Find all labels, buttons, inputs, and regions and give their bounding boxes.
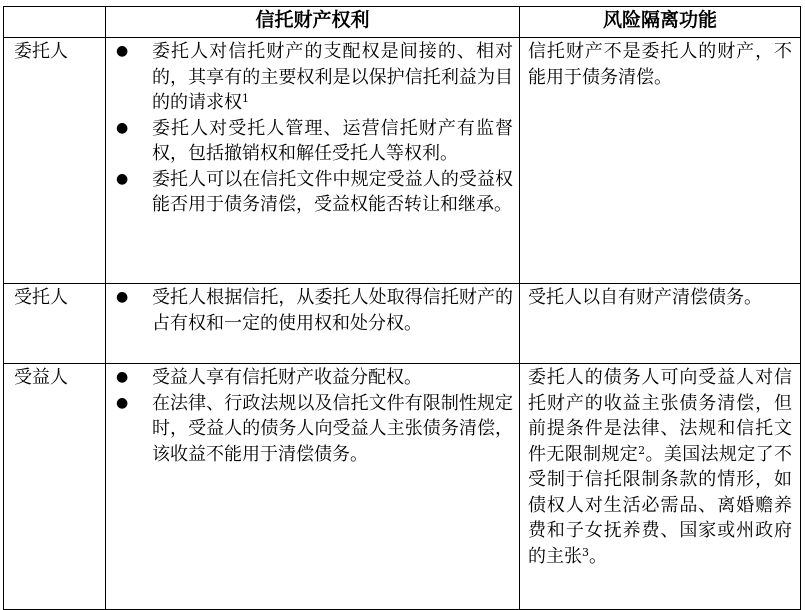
table-row bbox=[4, 364, 801, 610]
list-item bbox=[114, 365, 513, 391]
header-role bbox=[4, 7, 106, 38]
bullet-icon: ● bbox=[116, 289, 129, 305]
table-row bbox=[4, 38, 801, 284]
isolation-cell bbox=[520, 284, 801, 364]
bullet-icon: ● bbox=[116, 170, 129, 187]
list-item bbox=[114, 116, 513, 167]
trust-property-table bbox=[3, 6, 800, 610]
rights-cell bbox=[106, 284, 520, 364]
list-item-text: 受托人根据信托，从委托人处取得信托财产的占有权和一定的使用权和处分权。 bbox=[152, 287, 513, 334]
bullet-icon: ● bbox=[116, 369, 129, 385]
rights-list bbox=[114, 39, 513, 218]
bullet-icon: ● bbox=[116, 43, 129, 59]
list-item bbox=[114, 167, 513, 218]
header-row bbox=[4, 7, 801, 38]
isolation-text: 。 bbox=[589, 545, 607, 567]
isolation-text: 信托财产不是委托人的财产，不能用于债务清偿。 bbox=[528, 41, 792, 88]
isolation-cell bbox=[520, 38, 801, 284]
list-item-text: 在法律、行政法规以及信托文件有限制性规定时，受益人的债务人向受益人主张债务清偿，该收益不能用于清偿债务。 bbox=[152, 392, 513, 465]
isolation-text: 。美国法规定了不受制于信托限制条款的情形，如债权人对生活必需品、离婚赡养费和子女抚养费、国家或州政府的主张 bbox=[528, 443, 793, 567]
table-body bbox=[4, 38, 801, 610]
rights-list bbox=[114, 365, 513, 467]
table-row bbox=[4, 284, 801, 364]
rights-list bbox=[114, 285, 513, 336]
rights-cell bbox=[106, 38, 520, 284]
footnote-marker: 3 bbox=[582, 545, 589, 559]
footnote-marker: 2 bbox=[638, 443, 646, 457]
bullet-icon: ● bbox=[116, 119, 129, 136]
comparison-table bbox=[3, 6, 801, 610]
role-cell: 受益人 bbox=[4, 364, 106, 610]
list-item bbox=[114, 39, 513, 116]
isolation-text: 受托人以自有财产清偿债务。 bbox=[528, 287, 762, 308]
isolation-cell bbox=[520, 364, 801, 610]
list-item bbox=[114, 391, 513, 468]
isolation-text: 委托人的债务人可向受益人对信托财产的收益主张债务清偿，但前提条件是法律、法规和信托文件无限制规定 bbox=[528, 367, 792, 465]
rights-cell bbox=[106, 364, 520, 610]
role-cell: 受托人 bbox=[4, 284, 106, 364]
footnote-marker: 1 bbox=[242, 92, 249, 105]
list-item-text: 受益人享有信托财产收益分配权。 bbox=[152, 367, 422, 388]
bullet-icon: ● bbox=[116, 394, 129, 411]
header-isolation: 风险隔离功能 bbox=[520, 7, 801, 38]
role-cell: 委托人 bbox=[4, 38, 106, 284]
header-rights: 信托财产权利 bbox=[106, 7, 520, 38]
list-item bbox=[114, 285, 513, 336]
list-item-text: 委托人可以在信托文件中规定受益人的受益权能否用于债务清偿，受益权能否转让和继承。 bbox=[152, 168, 513, 215]
list-item-text: 委托人对受托人管理、运营信托财产有监督权，包括撤销权和解任受托人等权利。 bbox=[152, 117, 513, 164]
list-item-text: 委托人对信托财产的支配权是间接的、相对的，其享有的主要权利是以保护信托利益为目的的请求权 bbox=[152, 41, 513, 113]
